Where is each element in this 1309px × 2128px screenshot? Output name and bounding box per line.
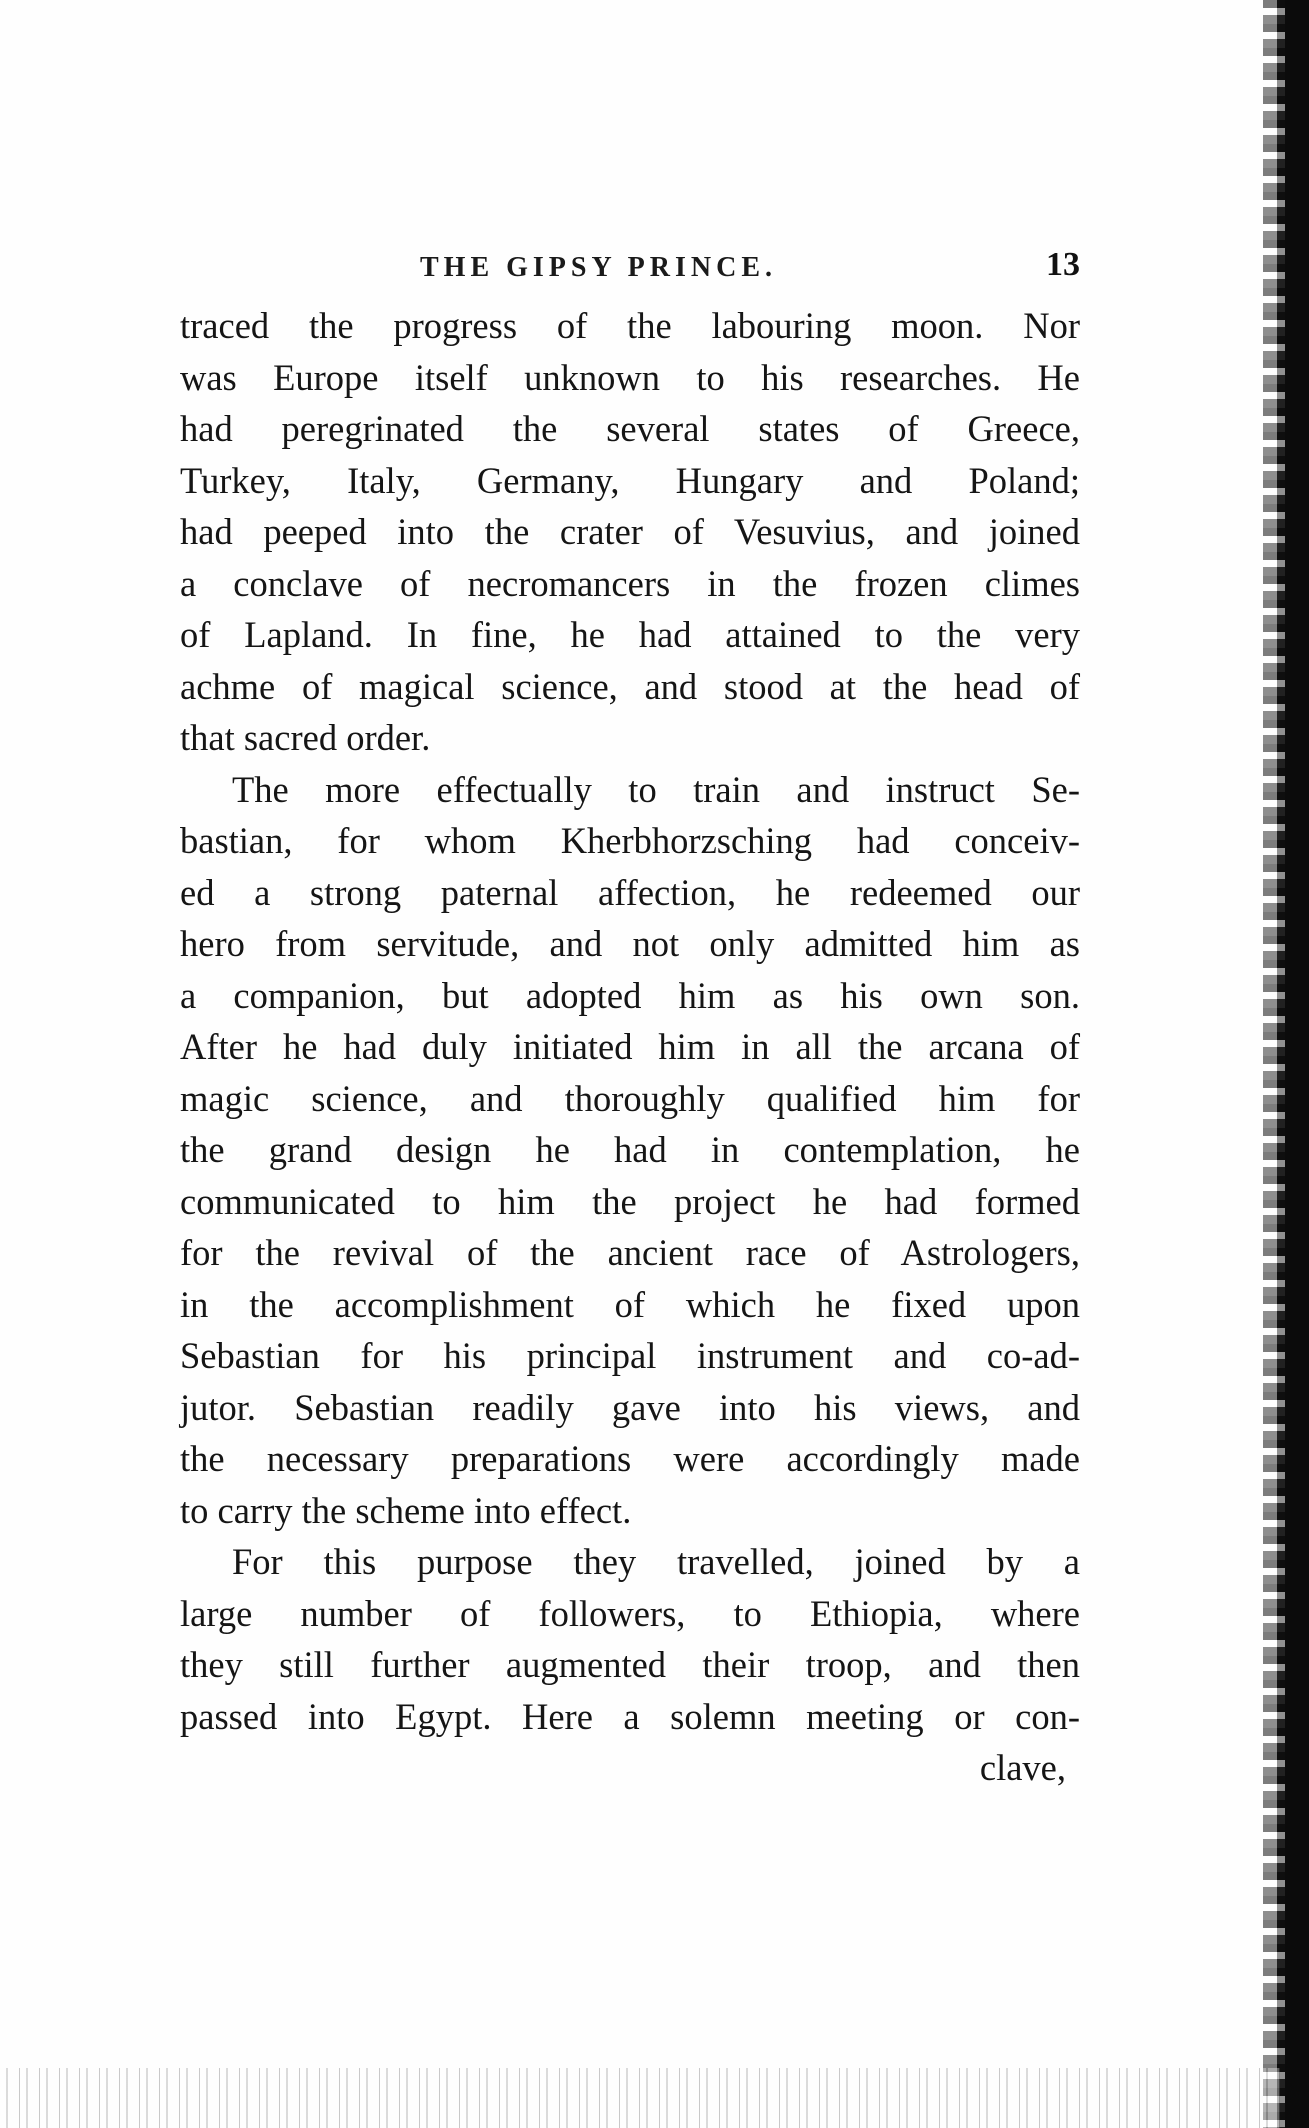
text-line: Sebastian for his principal instrument and co-ad- xyxy=(180,1335,1080,1376)
text-line-paragraph-end: to carry the scheme into effect. xyxy=(180,1489,632,1531)
running-title: THE GIPSY PRINCE. xyxy=(420,252,778,283)
text-line: a companion, but adopted him as his own son. xyxy=(180,974,1080,1016)
text-line: large number of followers, to Ethiopia, where xyxy=(180,1592,1080,1634)
text-line: had peeped into the crater of Vesuvius, and joined xyxy=(180,511,1080,552)
text-line: in the accomplishment of which he fixed upon xyxy=(180,1283,1080,1325)
text-line-paragraph-start: For this purpose they travelled, joined by a xyxy=(232,1541,1080,1582)
text-line: was Europe itself unknown to his researches. He xyxy=(180,356,1080,398)
text-line: hero from servitude, and not only admitted him as xyxy=(180,923,1080,964)
text-line: they still further augmented their troop, and then xyxy=(180,1644,1080,1685)
catchword: clave, xyxy=(979,1747,1066,1788)
text-line: Turkey, Italy, Germany, Hungary and Poland; xyxy=(180,459,1080,501)
text-line: magic science, and thoroughly qualified him for xyxy=(180,1077,1080,1119)
body-text xyxy=(180,300,1080,1794)
text-line: After he had duly initiated him in all the arcana of xyxy=(180,1026,1080,1067)
text-line: of Lapland. In fine, he had attained to the very xyxy=(180,614,1080,655)
text-line: a conclave of necromancers in the frozen climes xyxy=(180,562,1080,604)
text-line: achme of magical science, and stood at the head of xyxy=(180,665,1080,707)
text-line: passed into Egypt. Here a solemn meeting or con- xyxy=(180,1695,1080,1737)
text-line: jutor. Sebastian readily gave into his views, and xyxy=(180,1386,1080,1428)
page-header xyxy=(180,246,1080,292)
text-line: bastian, for whom Kherbhorzsching had conceiv- xyxy=(180,820,1080,861)
text-line-paragraph-end: that sacred order. xyxy=(180,717,431,758)
text-line: the grand design he had in contemplation, he xyxy=(180,1129,1080,1170)
text-line-paragraph-start: The more effectually to train and instruct Se- xyxy=(232,768,1080,810)
bottom-speckle-noise xyxy=(0,2068,1280,2128)
text-line: had peregrinated the several states of Greece, xyxy=(180,408,1080,449)
page-edge-ragged xyxy=(1263,0,1285,2128)
text-line: traced the progress of the labouring moon. Nor xyxy=(180,305,1080,346)
text-line: communicated to him the project he had formed xyxy=(180,1180,1080,1222)
text-line: the necessary preparations were accordingly made xyxy=(180,1438,1080,1479)
text-line: for the revival of the ancient race of Astrologers, xyxy=(180,1232,1080,1273)
page-number: 13 xyxy=(1046,246,1080,283)
text-line: ed a strong paternal affection, he redeemed our xyxy=(180,871,1080,913)
